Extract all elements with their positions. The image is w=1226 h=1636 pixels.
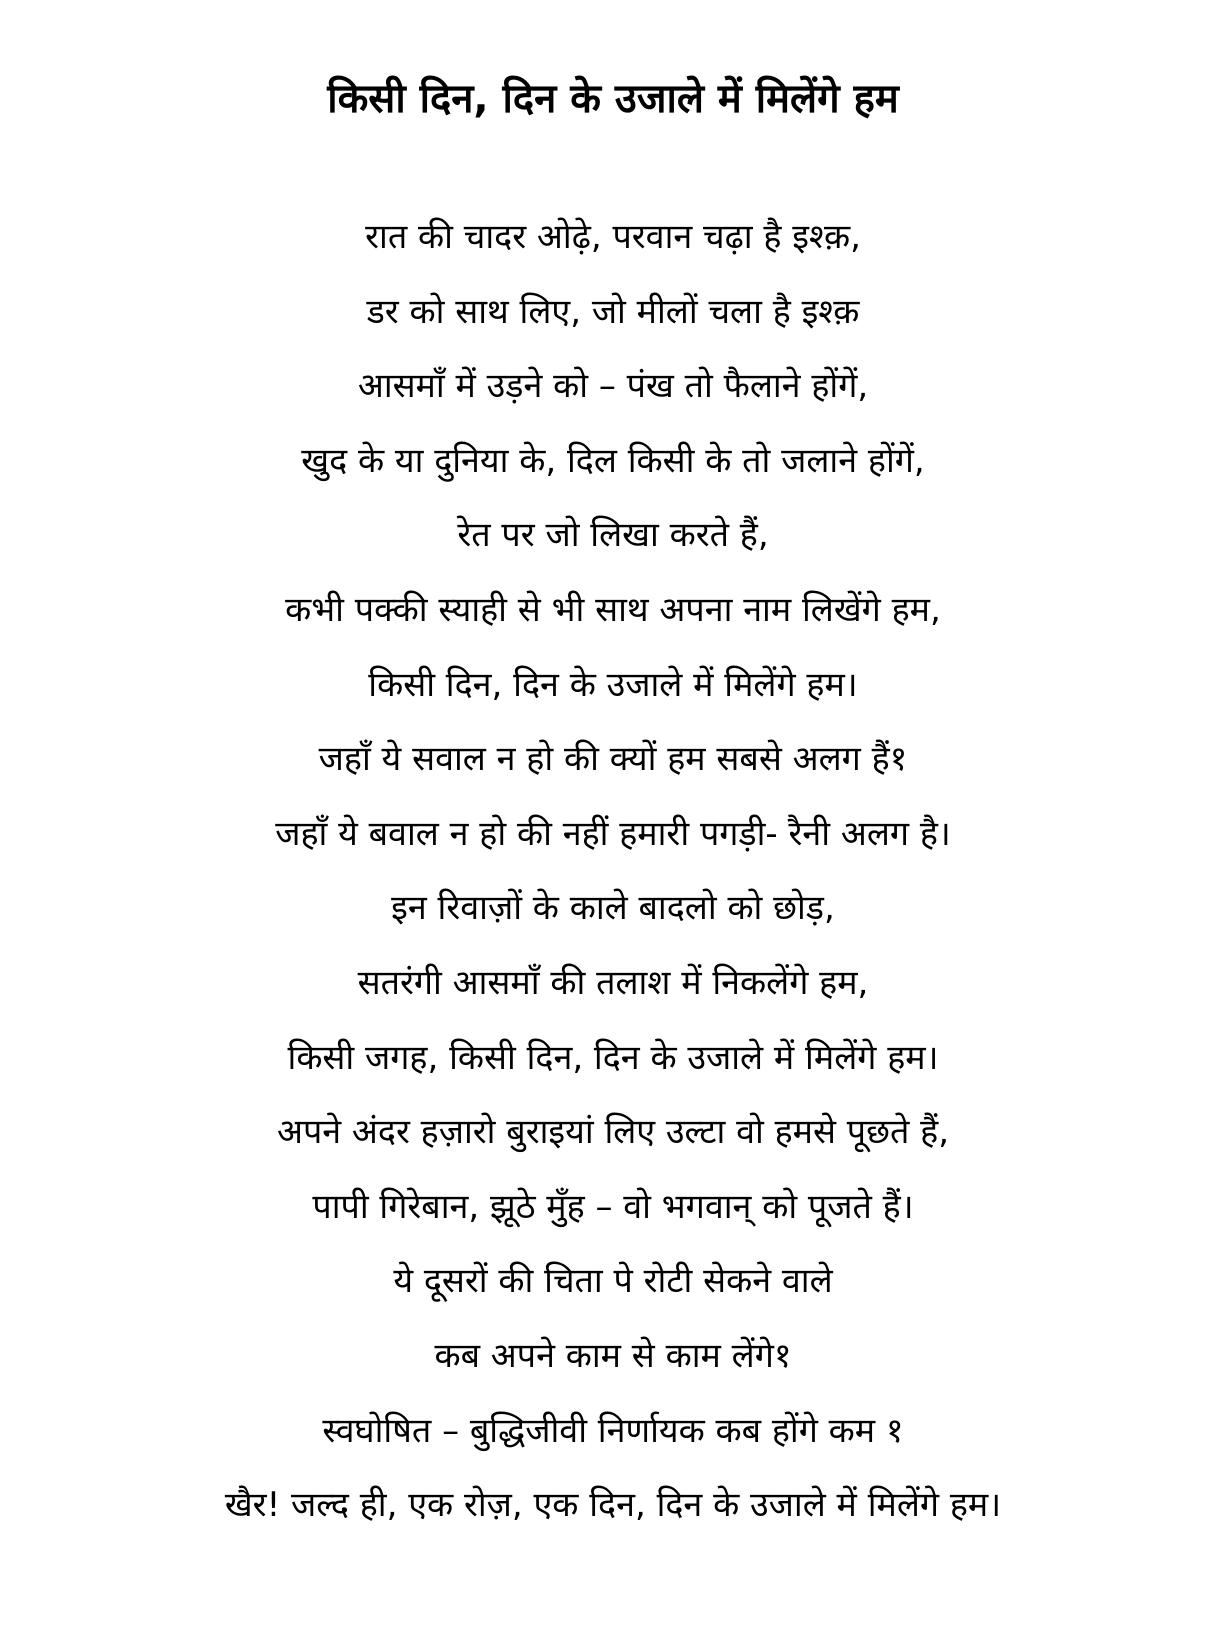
poem-line: खुद के या दुनिया के, दिल किसी के तो जलाने होंगें, <box>301 440 925 481</box>
poem-line: रेत पर जो लिखा करते हैं, <box>457 515 769 556</box>
poem-line: खैर! जल्द ही, एक रोज़, एक दिन, दिन के उजाले में मिलेंगे हम। <box>224 1485 1002 1526</box>
poem-line: पापी गिरेबान, झूठे मुँह – वो भगवान् को पूजते हैं। <box>312 1186 914 1227</box>
poem-line: जहाँ ये सवाल न हो की क्यों हम सबसे अलग हैं१ <box>318 739 908 780</box>
poem-line: किसी जगह, किसी दिन, दिन के उजाले में मिलेंगे हम। <box>287 1037 939 1078</box>
poem-line: आसमाँ में उड़ने को – पंख तो फैलाने होंगें, <box>357 366 869 407</box>
poem-line: कब अपने काम से काम लेंगे१ <box>434 1335 792 1376</box>
poem-line: इन रिवाज़ों के काले बादलो को छोड़, <box>391 888 835 929</box>
poem-line: रात की चादर ओढ़े, परवान चढ़ा है इश्क़, <box>365 217 861 257</box>
poem-line: स्वघोषित – बुद्धिजीवी निर्णायक कब होंगे कम १ <box>322 1410 904 1451</box>
poem-title: किसी दिन, दिन के उजाले में मिलेंगे हम <box>327 75 899 122</box>
poem-line: डर को साथ लिए, जो मीलों चला है इश्क़ <box>366 291 860 332</box>
poem-line: जहाँ ये बवाल न हो की नहीं हमारी पगड़ी- रैनी अलग है। <box>275 813 951 854</box>
poem-line: कभी पक्की स्याही से भी साथ अपना नाम लिखेंगे हम, <box>285 589 941 630</box>
poem-body <box>0 200 1226 1543</box>
poem-line: किसी दिन, दिन के उजाले में मिलेंगे हम। <box>368 664 858 705</box>
poem-line: अपने अंदर हज़ारो बुराइयां लिए उल्टा वो हमसे पूछते हैं, <box>276 1112 950 1153</box>
poem-line: ये दूसरों की चिता पे रोटी सेकने वाले <box>393 1261 833 1302</box>
poem-line: सतरंगी आसमाँ की तलाश में निकलेंगे हम, <box>357 962 869 1003</box>
